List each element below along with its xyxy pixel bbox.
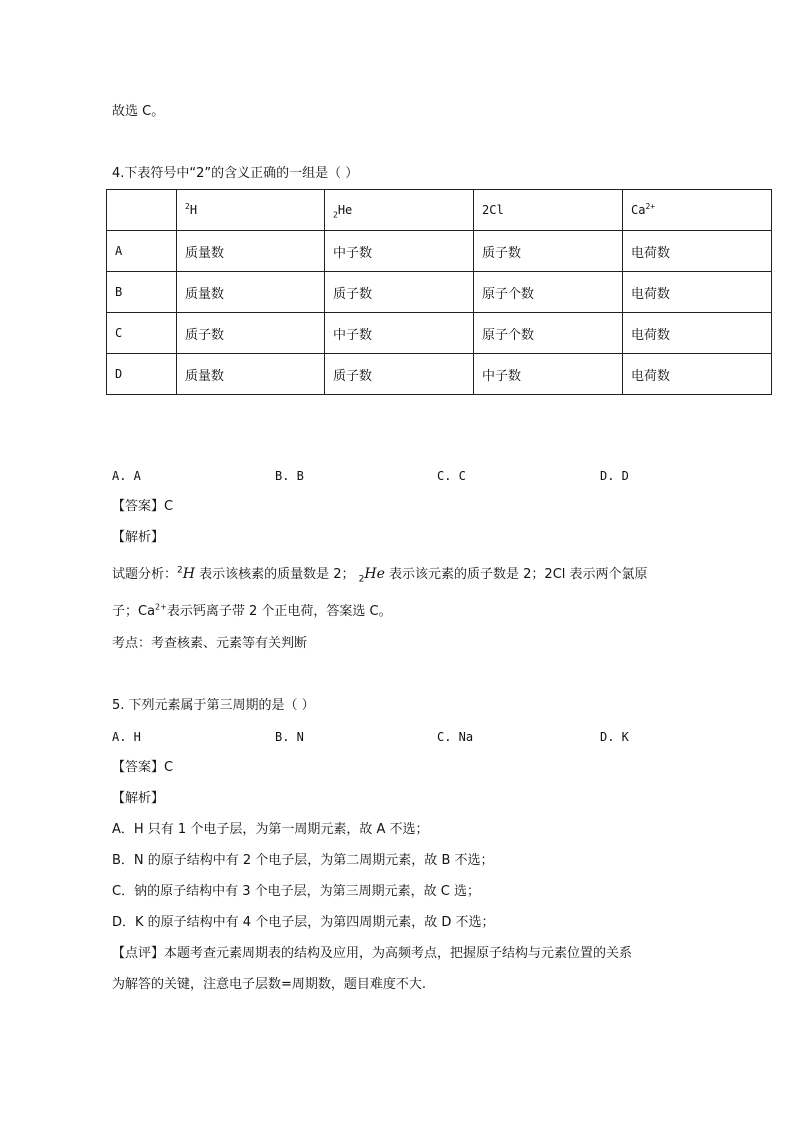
table-header-cell: $^2$H [177,190,325,231]
table-row [107,354,772,395]
table-cell: 原子个数 [474,272,623,313]
q4-option-d[interactable]: D. D [600,469,629,483]
q4-option-c[interactable]: C. C [437,469,466,483]
table-header-cell: $_2$He [325,190,474,231]
q5-analysis-line-d: D．K 的原子结构中有 4 个电子层，为第四周期元素，故 D 不选； [112,915,495,930]
question-4-table [106,189,772,395]
q5-option-a[interactable]: A. H [112,730,141,744]
q5-analysis-line-c: C．钠的原子结构中有 3 个电子层，为第三周期元素，故 C 选； [112,884,480,899]
table-cell: 电荷数 [623,313,772,354]
table-cell: 中子数 [325,313,474,354]
q4-analysis-line-2: 子；$Ca^{2+}$表示钙离子带 2 个正电荷，答案选 C。 [112,602,392,619]
question-4-stem: 4.下表符号中“2”的含义正确的一组是（ ） [112,166,359,181]
table-header-cell [107,190,177,231]
table-cell: 质子数 [325,272,474,313]
conclusion-text: 故选 C。 [112,104,165,119]
table-cell: 中子数 [474,354,623,395]
q5-comment-label: 【点评】 [112,946,165,961]
table-header-cell: $Ca^{2+}$ [623,190,772,231]
table-cell: 电荷数 [623,272,772,313]
q5-answer: 【答案】C [112,760,174,775]
q4-option-a[interactable]: A. A [112,469,141,483]
q4-option-b[interactable]: B. B [275,469,304,483]
table-cell: 电荷数 [623,231,772,272]
q5-comment-line-2: 为解答的关键，注意电子层数=周期数，题目难度不大. [112,977,427,992]
table-cell: 质子数 [474,231,623,272]
q5-option-b[interactable]: B. N [275,730,304,744]
q5-option-d[interactable]: D. K [600,730,629,744]
table-header-cell: 2Cl [474,190,623,231]
q5-option-c[interactable]: C. Na [437,730,474,744]
q5-analysis-label: 【解析】 [112,791,165,806]
table-cell: 质量数 [177,272,325,313]
q5-analysis-line-b: B．N 的原子结构中有 2 个电子层，为第二周期元素，故 B 不选； [112,853,494,868]
table-cell: C [107,313,177,354]
q5-comment-line-1: 【点评】本题考查元素周期表的结构及应用，为高频考点，把握原子结构与元素位置的关系 [112,946,633,961]
table-cell: 电荷数 [623,354,772,395]
table-cell: 中子数 [325,231,474,272]
table-cell: 质子数 [325,354,474,395]
table-cell: 质量数 [177,231,325,272]
table-cell: D [107,354,177,395]
table-cell: 质量数 [177,354,325,395]
question-5-stem: 5. 下列元素属于第三周期的是（ ） [112,698,315,713]
table-cell: B [107,272,177,313]
q4-answer: 【答案】C [112,499,174,514]
table-row [107,313,772,354]
q5-analysis-line-a: A．H 只有 1 个电子层，为第一周期元素，故 A 不选； [112,822,429,837]
q4-analysis-line-1: 试题分析：$^2$H 表示该核素的质量数是 2； $_2$He 表示该元素的质子数是 2；2Cl 表示两个氯原 [112,565,648,585]
table-row [107,272,772,313]
table-header-row [107,190,772,231]
table-cell: 原子个数 [474,313,623,354]
table-cell: A [107,231,177,272]
table-row [107,231,772,272]
q4-analysis-label: 【解析】 [112,530,165,545]
table-cell: 质子数 [177,313,325,354]
q4-kaodian: 考点：考查核素、元素等有关判断 [112,636,308,651]
